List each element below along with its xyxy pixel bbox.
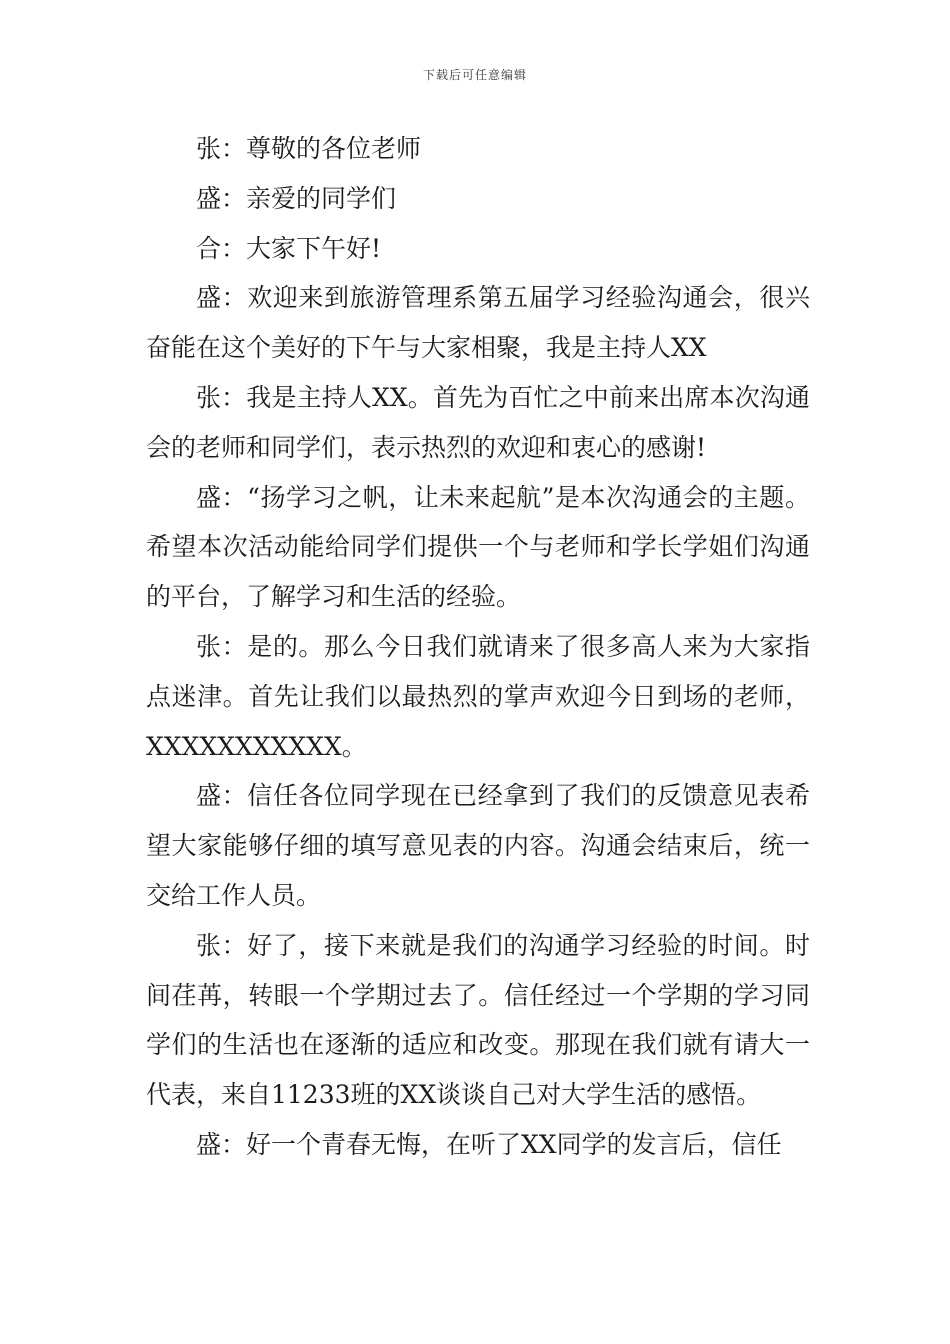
dialogue-paragraph: 合：大家下午好! [196,233,382,263]
page-header: 下载后可任意编辑 [422,68,527,82]
dialogue-paragraph: 盛：亲爱的同学们 [196,183,397,213]
dialogue-paragraph: 盛：好一个青春无悔，在听了XX同学的发言后，信任 [196,1129,782,1159]
dialogue-paragraph: 张：尊敬的各位老师 [196,134,422,163]
dialogue-paragraph: 张：好了，接下来就是我们的沟通学习经验的时间。时间荏苒，转眼一个学期过去了。信任经过一个学期的学习同学们的生活也在逐渐的适应和改变。那现在我们就有请大一代表，来自11233班的XX谈谈自己对大学生活的感悟。 [146,930,810,1110]
dialogue-paragraph: 盛：信任各位同学现在已经拿到了我们的反馈意见表希望大家能够仔细的填写意见表的内容。沟通会结束后，统一交给工作人员。 [146,781,810,910]
dialogue-paragraph: 张：我是主持人XX。首先为百忙之中前来出席本次沟通会的老师和同学们，表示热烈的欢迎和衷心的感谢! [146,382,810,462]
document-body [146,124,810,1170]
dialogue-paragraph: 盛：“扬学习之帆，让未来起航”是本次沟通会的主题。希望本次活动能给同学们提供一个与老师和学长学姐们沟通的平台，了解学习和生活的经验。 [146,482,810,612]
dialogue-paragraph: 张：是的。那么今日我们就请来了很多高人来为大家指点迷津。首先让我们以最热烈的掌声欢迎今日到场的老师，XXXXXXXXXXX。 [146,631,810,761]
dialogue-paragraph: 盛：欢迎来到旅游管理系第五届学习经验沟通会，很兴奋能在这个美好的下午与大家相聚，我是主持人XX [146,283,810,363]
